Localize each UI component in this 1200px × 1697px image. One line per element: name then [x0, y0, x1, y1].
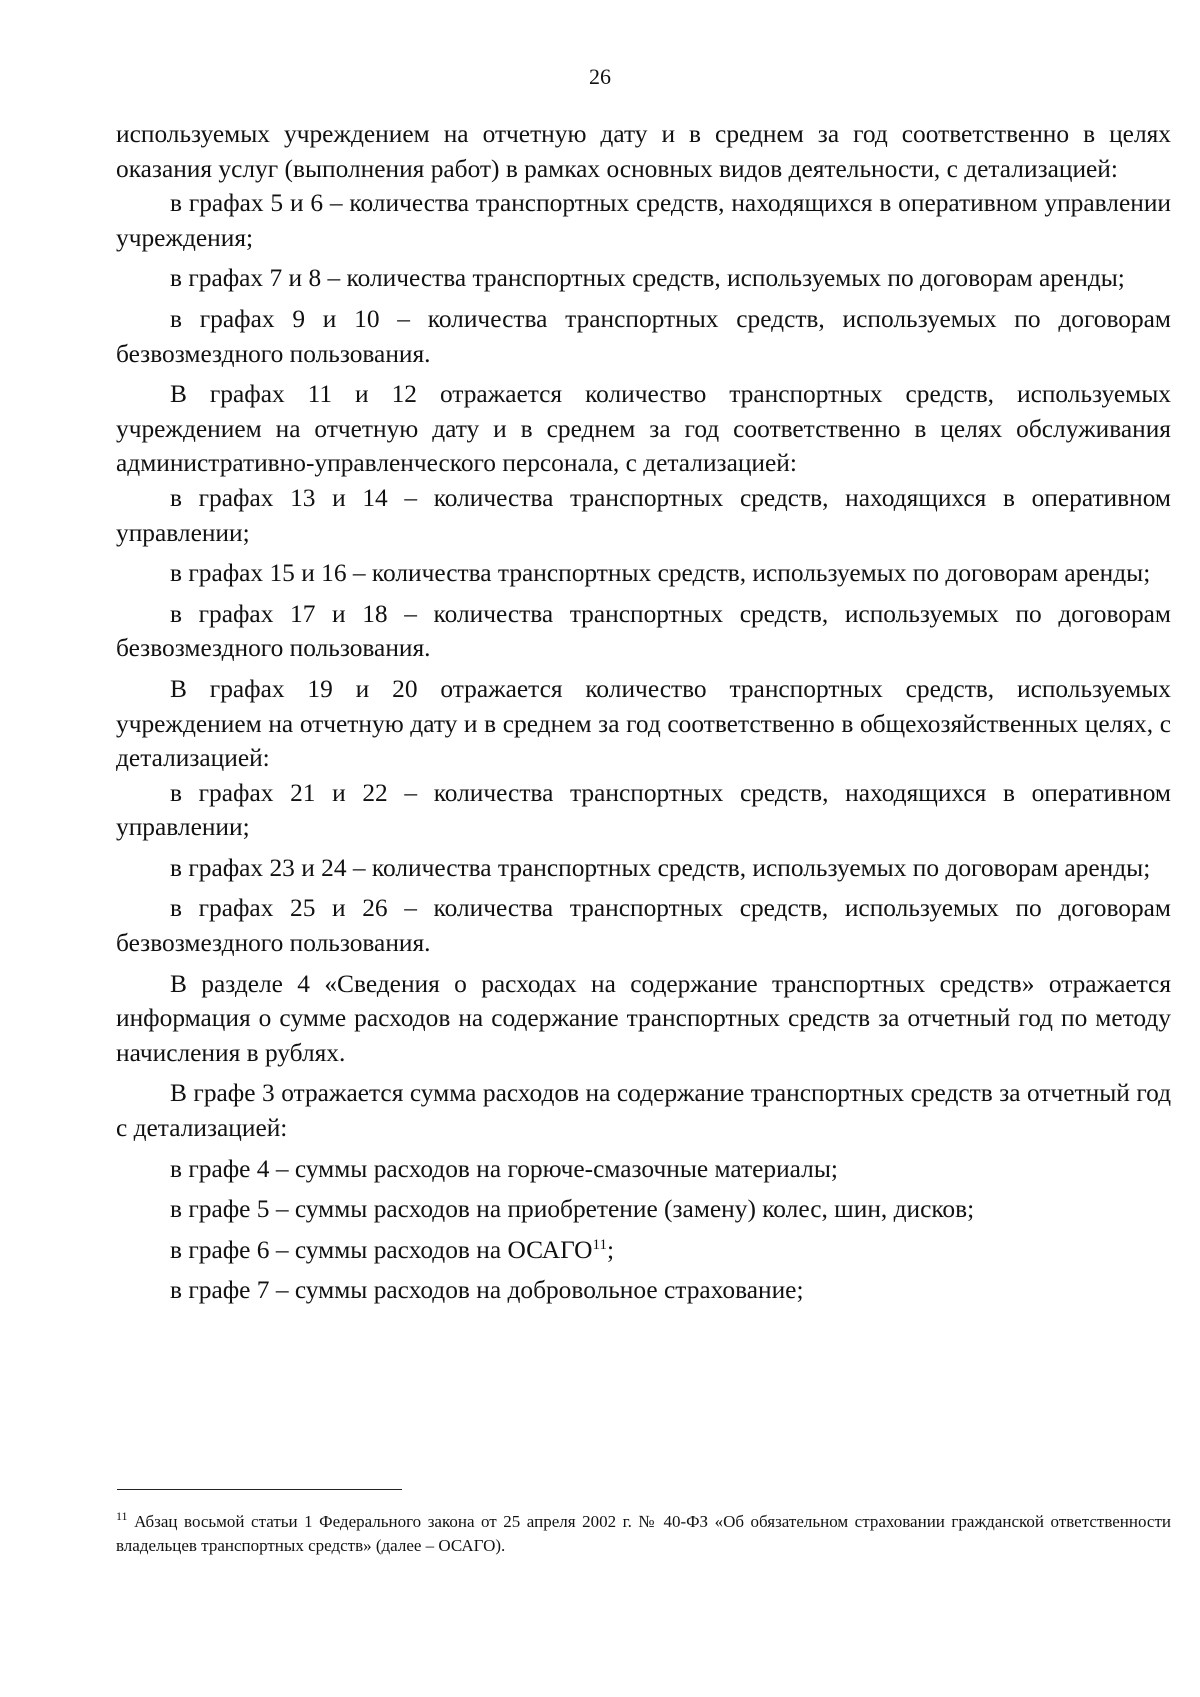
- paragraph: в графах 21 и 22 – количества транспортных средств, находящихся в оперативном управлении;: [116, 778, 1171, 842]
- footnote: [116, 1510, 1171, 1558]
- paragraph-with-footnote-ref: [116, 1233, 1171, 1268]
- paragraph: в графах 7 и 8 – количества транспортных средств, используемых по договорам аренды;: [170, 264, 1125, 293]
- document-body: [116, 117, 1171, 1308]
- paragraph: В графах 19 и 20 отражается количество транспортных средств, используемых учреждением на отчетную дату и в среднем за год соответственно в общехозяйственных целях, с детализацией:: [116, 674, 1171, 773]
- footnote-marker: 11: [116, 1509, 128, 1523]
- paragraph: в графах 17 и 18 – количества транспортных средств, используемых по договорам безвозмездного пользования.: [116, 599, 1171, 663]
- paragraph: в графах 13 и 14 – количества транспортных средств, находящихся в оперативном управлении;: [116, 483, 1171, 547]
- paragraph-text-tail: ;: [606, 1235, 615, 1264]
- paragraph: В разделе 4 «Сведения о расходах на содержание транспортных средств» отражается информация о сумме расходов на содержание транспортных средств за отчетный год по методу начисления в рублях.: [116, 969, 1171, 1067]
- paragraph: В графе 3 отражается сумма расходов на содержание транспортных средств за отчетный год с детализацией:: [116, 1079, 1171, 1143]
- paragraph: в графе 4 – суммы расходов на горюче-смазочные материалы;: [170, 1154, 838, 1183]
- paragraph: в графах 5 и 6 – количества транспортных средств, находящихся в оперативном управлении учреждения;: [116, 189, 1171, 252]
- paragraph: в графе 7 – суммы расходов на добровольное страхование;: [170, 1276, 804, 1305]
- paragraph: в графах 15 и 16 – количества транспортных средств, используемых по договорам аренды;: [170, 559, 1151, 588]
- paragraph-text: в графе 6 – суммы расходов на ОСАГО: [170, 1235, 593, 1264]
- paragraph: в графе 5 – суммы расходов на приобретение (замену) колес, шин, дисков;: [170, 1195, 975, 1224]
- paragraph: используемых учреждением на отчетную дату и в среднем за год соответственно в целях оказания услуг (выполнения работ) в рамках основных видов деятельности, с детализацией:: [116, 120, 1171, 183]
- footnote-text: Абзац восьмой статьи 1 Федерального закона от 25 апреля 2002 г. № 40-ФЗ «Об обязательном страховании гражданской ответственности владельцев транспортных средств» (далее – ОСАГО).: [116, 1512, 1171, 1555]
- paragraph: В графах 11 и 12 отражается количество транспортных средств, используемых учреждением на отчетную дату и в среднем за год соответственно в целях обслуживания административно-управленческого персонала, с детализацией:: [116, 380, 1171, 478]
- paragraph: в графах 25 и 26 – количества транспортных средств, используемых по договорам безвозмездного пользования.: [116, 894, 1171, 958]
- paragraph: в графах 9 и 10 – количества транспортных средств, используемых по договорам безвозмездного пользования.: [116, 304, 1171, 368]
- footnote-divider: [117, 1489, 402, 1490]
- page-number: 26: [589, 64, 611, 89]
- paragraph: в графах 23 и 24 – количества транспортных средств, используемых по договорам аренды;: [170, 853, 1151, 882]
- footnote-reference[interactable]: 11: [592, 1236, 607, 1253]
